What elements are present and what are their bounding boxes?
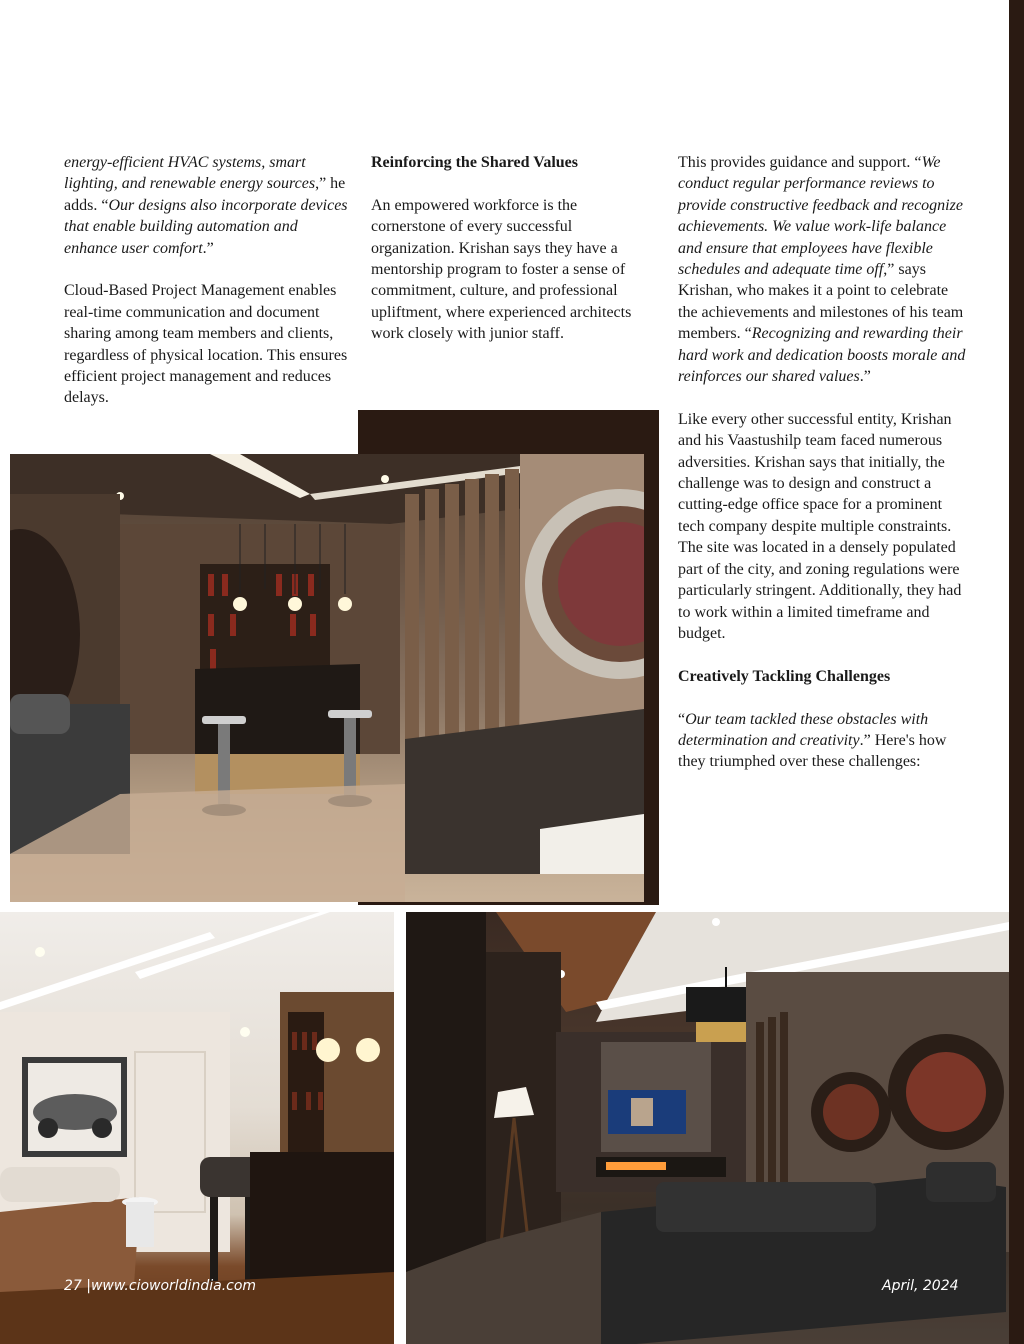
col1-paragraph-2: Cloud-Based Project Management enables real-time communication and document sharing among team members and clients, regardless of physical location. This ensures efficient project management and reduces delays.	[64, 282, 348, 407]
section-heading-shared-values: Reinforcing the Shared Values	[371, 154, 578, 171]
text-segment: Recognizing and rewarding their hard work and dedication boosts morale and reinforces our shared values	[678, 325, 966, 386]
text-segment: ,” he adds. “	[64, 175, 346, 214]
col3-paragraph-1	[678, 152, 968, 387]
bar-interior-photo	[10, 454, 644, 902]
text-column-1	[64, 152, 349, 430]
text-segment: .”	[859, 368, 871, 386]
text-segment: Our designs also incorporate devices that enable building automation and enhance user comfort	[64, 196, 348, 257]
col1-paragraph-1	[64, 152, 349, 259]
text-segment: Our team tackled these obstacles with determination and creativity	[678, 710, 929, 749]
text-segment: energy-efficient HVAC systems, smart lighting, and renewable energy sources	[64, 154, 316, 193]
text-segment: ,” says Krishan, who makes it a point to celebrate the achievements and milestones of his team members. “	[678, 261, 964, 343]
text-segment: .” Here's how they triumphed over these challenges:	[678, 731, 947, 771]
col2-paragraph-1: An empowered workforce is the cornerstone of every successful organization. Krishan says they have a mentorship program to foster a sense of commitment, culture, and professional upliftment, where experienced architects work closely with junior staff.	[371, 196, 632, 343]
text-segment: “	[678, 710, 686, 728]
photo-gutter	[394, 912, 406, 1344]
text-segment: We conduct regular performance reviews to provide constructive feedback and recognize achievements. We value work-life balance and ensure that employees have flexible schedules and adequate time off	[678, 154, 963, 279]
col3-paragraph-2: Like every other successful entity, Krishan and his Vaastushilp team faced numerous adversities. Krishan says that initially, the challenge was to design and construct a cutting-edge office space for a prominent tech company despite multiple constraints. The site was located in a densely populated part of the city, and zoning regulations were particularly stringent. Additionally, they had to work within a limited timeframe and budget.	[678, 410, 962, 642]
text-column-3	[678, 152, 968, 794]
page-number-website: 27 |www.cioworldindia.com	[64, 1278, 257, 1294]
text-segment: This provides guidance and support. “	[678, 154, 922, 171]
text-segment: .”	[202, 239, 214, 257]
text-column-2	[371, 152, 651, 366]
issue-date: April, 2024	[882, 1278, 959, 1294]
page-edge-strip	[1009, 0, 1024, 1344]
col3-paragraph-3	[678, 709, 968, 773]
section-heading-challenges: Creatively Tackling Challenges	[678, 667, 891, 685]
